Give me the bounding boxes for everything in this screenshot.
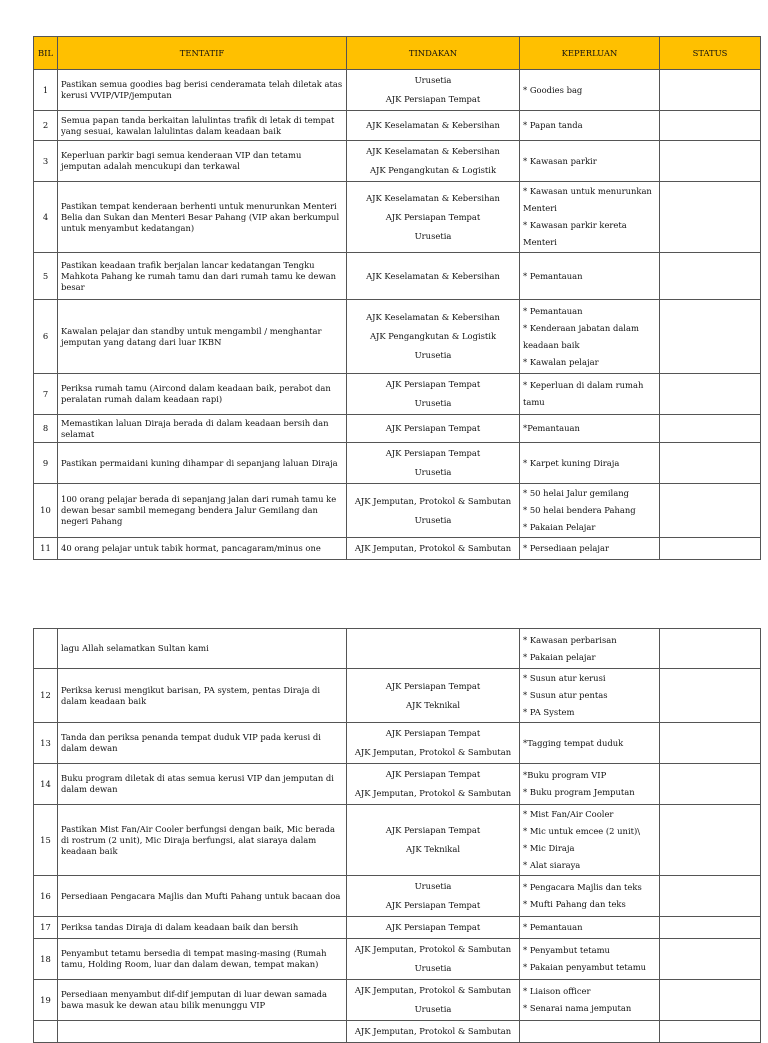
tentatif-cell: Pastikan tempat kenderaan berhenti untuk menurunkan Menteri Belia dan Sukan dan Menteri Besar Pahang (VIP akan berkumpul untuk menyambut kedatangan) bbox=[58, 182, 347, 253]
table-row bbox=[34, 805, 761, 876]
table-row bbox=[34, 111, 761, 141]
keperluan-cell bbox=[520, 300, 660, 374]
keperluan-item: * 50 helai Jalur gemilang bbox=[523, 488, 629, 498]
tindakan-line: AJK Jemputan, Protokol & Sambutan bbox=[354, 944, 512, 954]
tindakan-line: Urusetia bbox=[414, 230, 452, 241]
header-keperluan: KEPERLUAN bbox=[520, 37, 660, 70]
status-cell bbox=[660, 723, 761, 764]
tindakan-cell bbox=[347, 629, 520, 669]
bil-cell: 2 bbox=[34, 111, 58, 141]
tentatif-table-page-2 bbox=[33, 628, 761, 1043]
tindakan-line: Urusetia bbox=[414, 75, 452, 85]
tindakan-line: AJK Persiapan Tempat bbox=[385, 680, 481, 691]
keperluan-item: * Liaison officer bbox=[523, 986, 591, 996]
tindakan-line: AJK Teknikal bbox=[405, 699, 461, 710]
tindakan-cell bbox=[347, 111, 520, 141]
tindakan-cell bbox=[347, 300, 520, 374]
bil-cell: 3 bbox=[34, 141, 58, 182]
tentatif-cell: Periksa kerusi mengikut barisan, PA system, pentas Diraja di dalam keadaan baik bbox=[58, 669, 347, 723]
tentatif-cell: 40 orang pelajar untuk tabik hormat, pancagaram/minus one bbox=[58, 538, 347, 560]
tindakan-cell bbox=[347, 253, 520, 300]
tindakan-cell bbox=[347, 723, 520, 764]
status-cell bbox=[660, 764, 761, 805]
tindakan-cell bbox=[347, 917, 520, 939]
keperluan-item: * Kawalan pelajar bbox=[523, 356, 599, 367]
header-status: STATUS bbox=[660, 37, 761, 70]
status-cell bbox=[660, 939, 761, 980]
tindakan-line: AJK Keselamatan & Kebersihan bbox=[366, 146, 500, 156]
status-cell bbox=[660, 917, 761, 939]
tindakan-line: AJK Jemputan, Protokol & Sambutan bbox=[354, 543, 512, 553]
tindakan-cell bbox=[347, 876, 520, 917]
bil-cell: 11 bbox=[34, 538, 58, 560]
bil-cell: 13 bbox=[34, 723, 58, 764]
tindakan-line: AJK Jemputan, Protokol & Sambutan bbox=[354, 985, 512, 995]
tindakan-line: AJK Persiapan Tempat bbox=[385, 728, 481, 738]
tindakan-line: Urusetia bbox=[414, 514, 452, 525]
keperluan-item: * Pemantauan bbox=[523, 305, 583, 316]
status-cell bbox=[660, 253, 761, 300]
tindakan-line: AJK Teknikal bbox=[405, 844, 461, 854]
table-row bbox=[34, 443, 761, 484]
bil-cell: 9 bbox=[34, 443, 58, 484]
table-row bbox=[34, 723, 761, 764]
tentatif-cell: Persediaan menyambut dif-dif jemputan di luar dewan samada bawa masuk ke dewan atau bilik menunggu VIP bbox=[58, 980, 347, 1021]
bil-cell: 19 bbox=[34, 980, 58, 1021]
bil-cell: 14 bbox=[34, 764, 58, 805]
table-row bbox=[34, 538, 761, 560]
status-cell bbox=[660, 980, 761, 1021]
keperluan-item: * Kawasan parkir kereta Menteri bbox=[523, 220, 627, 247]
tindakan-cell bbox=[347, 443, 520, 484]
tindakan-line: Urusetia bbox=[414, 1004, 452, 1014]
tindakan-cell bbox=[347, 980, 520, 1021]
keperluan-item: * Pakaian pelajar bbox=[523, 651, 596, 662]
table-row bbox=[34, 876, 761, 917]
status-cell bbox=[660, 538, 761, 560]
status-cell bbox=[660, 141, 761, 182]
bil-cell bbox=[34, 629, 58, 669]
tentatif-cell: 100 orang pelajar berada di sepanjang jalan dari rumah tamu ke dewan besar sambil memegang bendera Jalur Gemilang dan negeri Pahang bbox=[58, 484, 347, 538]
keperluan-cell bbox=[520, 415, 660, 443]
keperluan-item: * Senarai nama jemputan bbox=[523, 1003, 632, 1013]
tindakan-line: AJK Keselamatan & Kebersihan bbox=[366, 312, 500, 322]
tentatif-cell: Kawalan pelajar dan standby untuk mengambil / menghantar jemputan yang datang dari luar IKBN bbox=[58, 300, 347, 374]
keperluan-cell bbox=[520, 182, 660, 253]
tentatif-cell: Buku program diletak di atas semua kerusi VIP dan jemputan di dalam dewan bbox=[58, 764, 347, 805]
bil-cell: 6 bbox=[34, 300, 58, 374]
keperluan-item: * Kawasan perbarisan bbox=[523, 634, 617, 645]
tindakan-line: Urusetia bbox=[414, 963, 452, 973]
table-row bbox=[34, 980, 761, 1021]
tentatif-table-page-1 bbox=[33, 36, 761, 560]
keperluan-cell bbox=[520, 917, 660, 939]
keperluan-item: * Pakaian penyambut tetamu bbox=[523, 962, 647, 972]
table-row bbox=[34, 917, 761, 939]
tentatif-cell: Periksa rumah tamu (Aircond dalam keadaan baik, perabot dan peralatan rumah dalam keadaan rapi) bbox=[58, 374, 347, 415]
status-cell bbox=[660, 70, 761, 111]
table-row bbox=[34, 141, 761, 182]
keperluan-cell bbox=[520, 538, 660, 560]
status-cell bbox=[660, 182, 761, 253]
tindakan-cell bbox=[347, 764, 520, 805]
bil-cell: 4 bbox=[34, 182, 58, 253]
tindakan-line: AJK Jemputan, Protokol & Sambutan bbox=[354, 1026, 512, 1036]
keperluan-cell bbox=[520, 805, 660, 876]
bil-cell: 5 bbox=[34, 253, 58, 300]
tindakan-line: AJK Persiapan Tempat bbox=[385, 825, 481, 835]
table-row bbox=[34, 629, 761, 669]
status-cell bbox=[660, 669, 761, 723]
tentatif-cell: Persediaan Pengacara Majlis dan Mufti Pahang untuk bacaan doa bbox=[58, 876, 347, 917]
tindakan-line: AJK Jemputan, Protokol & Sambutan bbox=[354, 788, 512, 798]
tentatif-cell: Tanda dan periksa penanda tempat duduk VIP pada kerusi di dalam dewan bbox=[58, 723, 347, 764]
keperluan-item: * Mufti Pahang dan teks bbox=[523, 899, 626, 909]
tindakan-line: AJK Persiapan Tempat bbox=[385, 900, 481, 910]
status-cell bbox=[660, 111, 761, 141]
keperluan-item: * Mist Fan/Air Cooler bbox=[523, 809, 614, 819]
keperluan-cell bbox=[520, 374, 660, 415]
keperluan-item: *Tagging tempat duduk bbox=[523, 737, 624, 748]
bil-cell: 8 bbox=[34, 415, 58, 443]
bil-cell: 18 bbox=[34, 939, 58, 980]
tindakan-cell bbox=[347, 70, 520, 111]
keperluan-cell bbox=[520, 939, 660, 980]
bil-cell: 7 bbox=[34, 374, 58, 415]
keperluan-item: * Persediaan pelajar bbox=[523, 543, 609, 553]
keperluan-item: * Pemantauan bbox=[523, 270, 583, 281]
keperluan-item: * Goodies bag bbox=[523, 84, 583, 95]
keperluan-item: *Pemantauan bbox=[523, 423, 580, 433]
tindakan-line: Urusetia bbox=[414, 467, 452, 477]
tentatif-cell: lagu Allah selamatkan Sultan kami bbox=[58, 629, 347, 669]
keperluan-cell bbox=[520, 484, 660, 538]
tindakan-line: AJK Keselamatan & Kebersihan bbox=[366, 120, 500, 130]
keperluan-item: * Susun atur kerusi bbox=[523, 673, 606, 683]
keperluan-item: * Mic untuk emcee (2 unit)\ bbox=[523, 826, 641, 836]
table-row bbox=[34, 182, 761, 253]
keperluan-cell bbox=[520, 669, 660, 723]
bil-cell: 10 bbox=[34, 484, 58, 538]
bil-cell: 15 bbox=[34, 805, 58, 876]
keperluan-item: * Kenderaan jabatan dalam keadaan baik bbox=[523, 322, 639, 350]
bil-cell: 1 bbox=[34, 70, 58, 111]
tindakan-line: AJK Persiapan Tempat bbox=[385, 211, 481, 222]
tentatif-cell: Memastikan laluan Diraja berada di dalam keadaan bersih dan selamat bbox=[58, 415, 347, 443]
status-cell bbox=[660, 374, 761, 415]
table-row bbox=[34, 415, 761, 443]
status-cell bbox=[660, 443, 761, 484]
tindakan-line: AJK Persiapan Tempat bbox=[385, 379, 481, 389]
keperluan-cell bbox=[520, 764, 660, 805]
tindakan-line: AJK Persiapan Tempat bbox=[385, 448, 481, 458]
tindakan-cell bbox=[347, 484, 520, 538]
table-row bbox=[34, 669, 761, 723]
tindakan-line: AJK Keselamatan & Kebersihan bbox=[366, 270, 500, 281]
keperluan-item: * Kawasan untuk menurunkan Menteri bbox=[523, 186, 652, 213]
tindakan-line: AJK Keselamatan & Kebersihan bbox=[366, 192, 500, 203]
keperluan-cell bbox=[520, 723, 660, 764]
keperluan-cell bbox=[520, 876, 660, 917]
keperluan-cell bbox=[520, 980, 660, 1021]
status-cell bbox=[660, 300, 761, 374]
keperluan-item: * Mic Diraja bbox=[523, 843, 575, 853]
tentatif-cell: Periksa tandas Diraja di dalam keadaan baik dan bersih bbox=[58, 917, 347, 939]
tentatif-cell: Pastikan semua goodies bag berisi cenderamata telah diletak atas kerusi VVIP/VIP/jemputan bbox=[58, 70, 347, 111]
header-tentatif: TENTATIF bbox=[58, 37, 347, 70]
status-cell bbox=[660, 629, 761, 669]
keperluan-item: * Kawasan parkir bbox=[523, 155, 597, 166]
keperluan-item: * Karpet kuning Diraja bbox=[523, 457, 620, 468]
status-cell bbox=[660, 805, 761, 876]
tindakan-cell bbox=[347, 669, 520, 723]
tindakan-line: AJK Pengangkutan & Logistik bbox=[369, 165, 497, 175]
keperluan-item: * Pengacara Majlis dan teks bbox=[523, 882, 642, 892]
tentatif-cell: Pastikan permaidani kuning dihampar di sepanjang laluan Diraja bbox=[58, 443, 347, 484]
tindakan-line: AJK Persiapan Tempat bbox=[385, 423, 481, 433]
table-row bbox=[34, 484, 761, 538]
keperluan-item: * Pakaian Pelajar bbox=[523, 522, 596, 532]
tindakan-line: AJK Pengangkutan & Logistik bbox=[369, 331, 497, 341]
tentatif-cell: Semua papan tanda berkaitan lalulintas trafik di letak di tempat yang sesuai, kawalan lalulintas dalam keadaan baik bbox=[58, 111, 347, 141]
keperluan-item: * Pemantauan bbox=[523, 922, 583, 932]
tindakan-line: Urusetia bbox=[414, 350, 452, 360]
table-row bbox=[34, 939, 761, 980]
tindakan-line: AJK Persiapan Tempat bbox=[385, 922, 481, 932]
header-row bbox=[34, 37, 761, 70]
tindakan-cell bbox=[347, 939, 520, 980]
table-row bbox=[34, 300, 761, 374]
table-row bbox=[34, 764, 761, 805]
keperluan-item: * Keperluan di dalam rumah tamu bbox=[523, 380, 644, 407]
bil-cell: 16 bbox=[34, 876, 58, 917]
table-row bbox=[34, 374, 761, 415]
tindakan-line: Urusetia bbox=[414, 398, 452, 408]
keperluan-item: * Alat siaraya bbox=[523, 860, 581, 870]
header-tindakan: TINDAKAN bbox=[347, 37, 520, 70]
keperluan-item: *Buku program VIP bbox=[523, 770, 607, 780]
keperluan-cell bbox=[520, 111, 660, 141]
tindakan-line: AJK Jemputan, Protokol & Sambutan bbox=[354, 747, 512, 757]
tindakan-cell bbox=[347, 374, 520, 415]
keperluan-cell bbox=[520, 70, 660, 111]
tindakan-cell bbox=[347, 182, 520, 253]
table-row bbox=[34, 253, 761, 300]
tindakan-line: AJK Jemputan, Protokol & Sambutan bbox=[354, 495, 512, 506]
keperluan-item: * Buku program Jemputan bbox=[523, 787, 635, 797]
tentatif-cell: Pastikan Mist Fan/Air Cooler berfungsi dengan baik, Mic berada di rostrum (2 unit), Mic Diraja berfungsi, alat siaraya dalam keadaan baik bbox=[58, 805, 347, 876]
bil-cell: 17 bbox=[34, 917, 58, 939]
keperluan-item: * Penyambut tetamu bbox=[523, 945, 610, 955]
header-bil: BIL bbox=[34, 37, 58, 70]
tindakan-cell bbox=[347, 805, 520, 876]
tentatif-cell: Pastikan keadaan trafik berjalan lancar kedatangan Tengku Mahkota Pahang ke rumah tamu dan dari rumah tamu ke dewan besar bbox=[58, 253, 347, 300]
keperluan-item: * PA System bbox=[523, 707, 575, 717]
keperluan-cell bbox=[520, 629, 660, 669]
tindakan-cell bbox=[347, 415, 520, 443]
table-row bbox=[34, 70, 761, 111]
tindakan-line: Urusetia bbox=[414, 881, 452, 891]
tindakan-line: AJK Persiapan Tempat bbox=[385, 94, 481, 104]
status-cell bbox=[660, 484, 761, 538]
bil-cell: 12 bbox=[34, 669, 58, 723]
tentatif-cell: Penyambut tetamu bersedia di tempat masing-masing (Rumah tamu, Holding Room, luar dan dalam dewan, tempat makan) bbox=[58, 939, 347, 980]
tindakan-line: AJK Persiapan Tempat bbox=[385, 769, 481, 779]
tindakan-cell bbox=[347, 538, 520, 560]
tentatif-cell: Keperluan parkir bagi semua kenderaan VIP dan tetamu jemputan adalah mencukupi dan terkawal bbox=[58, 141, 347, 182]
keperluan-item: * Papan tanda bbox=[523, 120, 583, 130]
keperluan-cell bbox=[520, 141, 660, 182]
tindakan-cell bbox=[347, 141, 520, 182]
keperluan-cell bbox=[520, 253, 660, 300]
keperluan-item: * 50 helai bendera Pahang bbox=[523, 505, 636, 515]
status-cell bbox=[660, 415, 761, 443]
keperluan-cell bbox=[520, 443, 660, 484]
keperluan-item: * Susun atur pentas bbox=[523, 690, 608, 700]
status-cell bbox=[660, 876, 761, 917]
